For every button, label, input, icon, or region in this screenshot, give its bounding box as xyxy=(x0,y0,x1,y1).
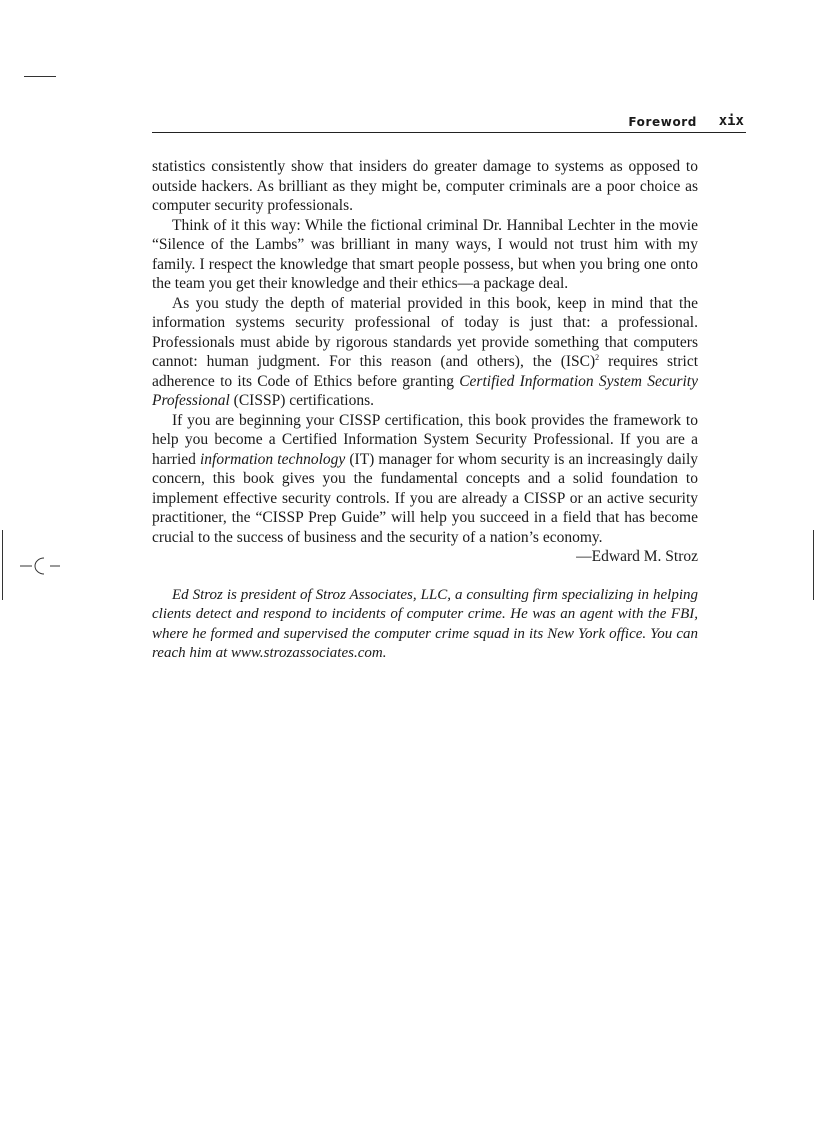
page-number: xix xyxy=(718,113,744,129)
paragraph-4-text-a: If you are beginning your CISSP certification, this book provides the framework to help you become a Certified Information System Security Professional. If you are a harried xyxy=(152,411,698,468)
paragraph-4-text-b: (IT) manager for whom security is an increasingly daily concern, this book gives you the fundamental concepts and a solid foundation to implement effective security controls. If you are already a CISSP or an active security practitioner, the “CISSP Prep Guide” will help you succeed in a field that has become crucial to the success of business and the security of a nation’s economy. xyxy=(152,450,698,546)
crop-mark-left xyxy=(2,530,3,600)
author-bio: Ed Stroz is president of Stroz Associates, LLC, a consulting firm specializing in helping clients detect and respond to incidents of computer crime. He was an agent with the FBI, where he formed and supervised the computer crime squad in its New York office. You can reach him at www.strozassociates.com. xyxy=(152,586,698,661)
it-term: information technology xyxy=(199,450,346,468)
paragraph-3-text-c: (CISSP) certifications. xyxy=(229,392,375,409)
foreword-body xyxy=(152,157,698,664)
superscript-two: 2 xyxy=(595,353,600,362)
paragraph-2: Think of it this way: While the fictional criminal Dr. Hannibal Lechter in the movie “Silence of the Lambs” was brilliant in many ways, I would not trust him with my family. I respect the knowledge that smart people possess, but when you bring one onto the team you get their knowledge and their ethics—a package deal. xyxy=(152,216,698,292)
header-section-title: Foreword xyxy=(628,115,697,129)
crop-mark-right xyxy=(813,530,814,600)
cissp-full-name: Certified Information System Security Professional xyxy=(152,372,698,409)
running-header xyxy=(152,113,746,133)
paragraph-1: statistics consistently show that insiders do greater damage to systems as opposed to outside hackers. As brilliant as they might be, computer criminals are a poor choice as computer security professionals. xyxy=(152,158,698,214)
paragraph-3 xyxy=(152,294,698,411)
paragraph-3-text-a: As you study the depth of material provided in this book, keep in mind that the information systems security professional of today is just that: a professional. Professionals must abide by rigorous standards yet provide something that computers cannot: human judgment. For this reason (and others), the (ISC) xyxy=(152,294,698,370)
author-signature: —Edward M. Stroz xyxy=(576,548,698,565)
paragraph-3-text-b: requires strict adherence to its Code of Ethics before granting xyxy=(152,353,699,390)
crop-mark-top-left xyxy=(24,76,56,77)
paragraph-4 xyxy=(152,411,698,548)
registration-mark-icon xyxy=(20,554,60,578)
